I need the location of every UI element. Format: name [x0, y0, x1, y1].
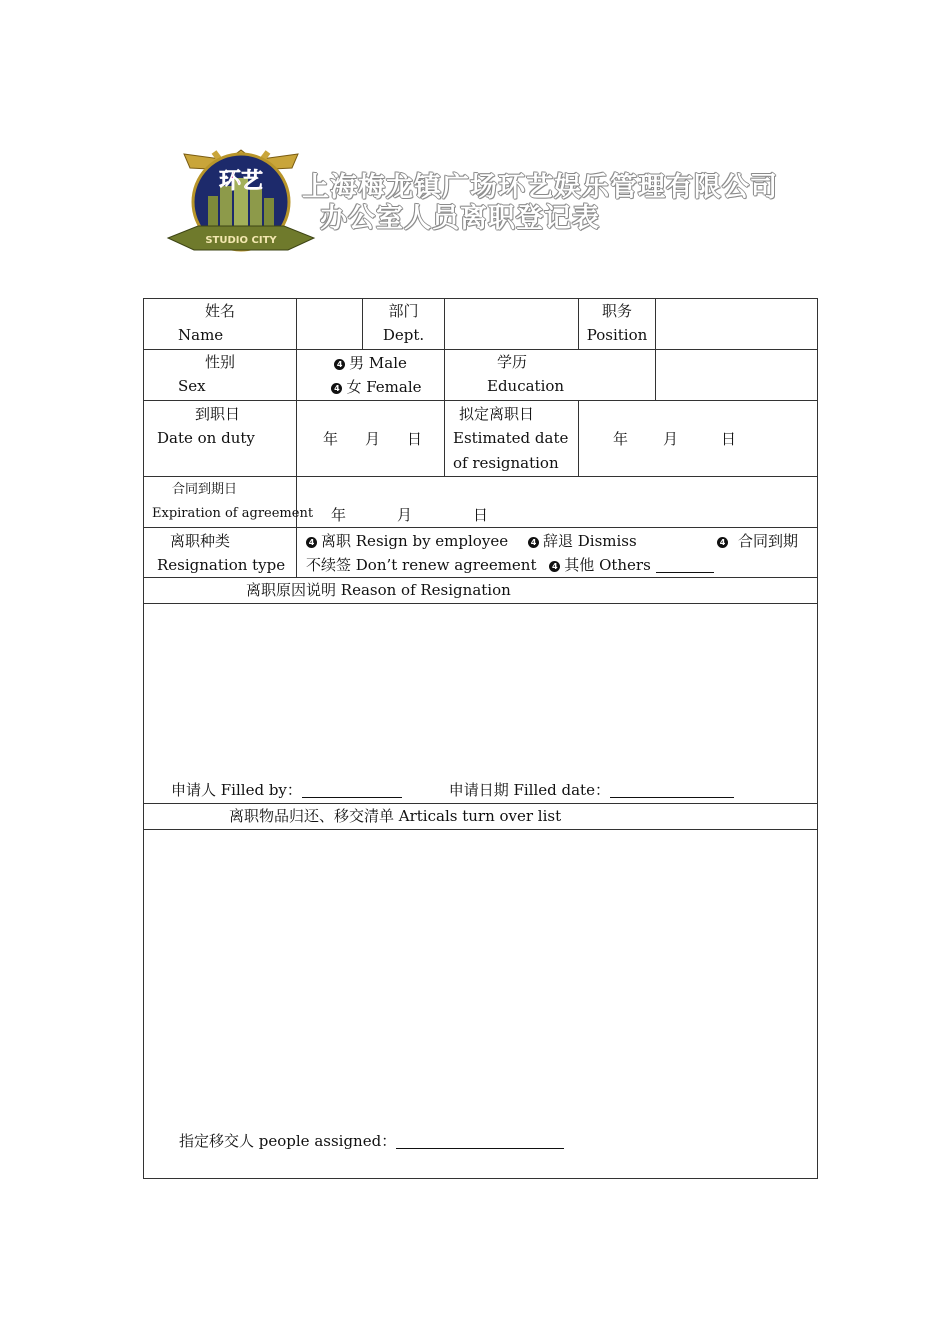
- estimated-date-field[interactable]: [579, 401, 818, 477]
- people-assigned-label: 指定移交人 people assigned：: [179, 1132, 397, 1150]
- sex-option-male-label: 男 Male: [349, 354, 407, 372]
- bullet-icon: 4: [528, 537, 539, 548]
- sex-option-female-label: 女 Female: [346, 378, 422, 396]
- reason-header-text: 离职原因说明 Reason of Resignation: [246, 581, 511, 599]
- duty-month: 月: [365, 430, 381, 448]
- dept-label: [363, 299, 445, 350]
- position-label: [579, 299, 656, 350]
- estimated-label-cn: 拟定离职日: [459, 405, 535, 423]
- dept-label-en: Dept.: [382, 326, 425, 344]
- articles-box[interactable]: [144, 830, 818, 1179]
- people-assigned-blank[interactable]: [396, 1132, 564, 1149]
- duty-label-en: Date on duty: [157, 429, 255, 447]
- type-option-expire[interactable]: [717, 529, 798, 553]
- type-options: [297, 528, 818, 578]
- expiration-label-cn: 合同到期日: [172, 482, 238, 497]
- company-logo: [166, 146, 316, 258]
- estimated-label: [445, 401, 579, 477]
- logo-cn-text: 环艺: [218, 169, 264, 194]
- estimated-year: 年: [613, 430, 629, 448]
- sex-label: [144, 350, 297, 401]
- sex-label-cn: 性别: [204, 353, 235, 371]
- expiration-label-en: Expiration of agreement: [152, 506, 314, 521]
- type-option-other-label: 其他 Others: [564, 556, 651, 574]
- duty-date-field[interactable]: [297, 401, 445, 477]
- name-label-cn: 姓名: [204, 302, 235, 320]
- sex-options: [297, 350, 445, 401]
- duty-day: 日: [407, 430, 423, 448]
- name-field[interactable]: [297, 299, 363, 350]
- reason-header: [144, 578, 818, 604]
- reason-box[interactable]: [144, 604, 818, 804]
- position-label-en: Position: [586, 326, 648, 344]
- estimated-day: 日: [721, 430, 737, 448]
- education-field[interactable]: [656, 350, 818, 401]
- bullet-icon: 4: [306, 537, 317, 548]
- type-option-dismiss-label: 辞退 Dismiss: [543, 532, 637, 550]
- type-label-en: Resignation type: [157, 556, 286, 574]
- expiration-date-field[interactable]: [297, 477, 818, 528]
- expiration-year: 年: [331, 506, 347, 524]
- articles-header-text: 离职物品归还、移交清单 Articals turn over list: [229, 807, 562, 825]
- type-option-expire-label: 合同到期: [738, 532, 799, 550]
- sex-option-male[interactable]: [297, 351, 444, 375]
- expiration-label: [144, 477, 314, 528]
- logo-ribbon-text: STUDIO CITY: [205, 235, 277, 246]
- bullet-icon: 4: [331, 383, 342, 394]
- resignation-form: [143, 298, 818, 1179]
- type-option-resign-label: 离职 Resign by employee: [321, 532, 509, 550]
- company-name: 上海梅龙镇广场环艺娱乐管理有限公司: [302, 172, 778, 203]
- dept-field[interactable]: [445, 299, 579, 350]
- filled-by-label: 申请人 Filled by：: [171, 781, 302, 799]
- form-title: 办公室人员离职登记表: [320, 203, 600, 234]
- filled-date-blank[interactable]: [610, 781, 734, 798]
- other-type-blank[interactable]: [656, 556, 714, 573]
- sex-label-en: Sex: [178, 377, 206, 395]
- company-title: [302, 172, 862, 234]
- bullet-icon: 4: [717, 537, 728, 548]
- education-label-cn: 学历: [497, 353, 528, 371]
- type-option-resign[interactable]: [306, 529, 528, 553]
- type-option-other[interactable]: [549, 556, 713, 574]
- education-label-en: Education: [487, 377, 565, 395]
- type-label-cn: 离职种类: [170, 532, 231, 550]
- position-label-cn: 职务: [601, 302, 632, 320]
- bullet-icon: 4: [549, 561, 560, 572]
- bullet-icon: 4: [334, 359, 345, 370]
- type-option-dismiss[interactable]: [528, 529, 717, 553]
- articles-header: [144, 804, 818, 830]
- expiration-day: 日: [473, 506, 489, 524]
- duty-year: 年: [323, 430, 339, 448]
- duty-label: [144, 401, 297, 477]
- estimated-month: 月: [663, 430, 679, 448]
- name-label-en: Name: [178, 326, 224, 344]
- expiration-month: 月: [397, 506, 413, 524]
- education-label: [445, 350, 656, 401]
- duty-label-cn: 到职日: [195, 405, 241, 423]
- name-label: [144, 299, 297, 350]
- position-field[interactable]: [656, 299, 818, 350]
- type-label: [144, 528, 297, 578]
- type-option-expire-label-cont: 不续签 Don’t renew agreement: [306, 556, 537, 574]
- filled-by-blank[interactable]: [302, 781, 402, 798]
- filled-date-label: 申请日期 Filled date：: [448, 781, 610, 799]
- dept-label-cn: 部门: [388, 302, 419, 320]
- sex-option-female[interactable]: [297, 375, 444, 399]
- estimated-label-en: Estimated date of resignation: [453, 429, 569, 472]
